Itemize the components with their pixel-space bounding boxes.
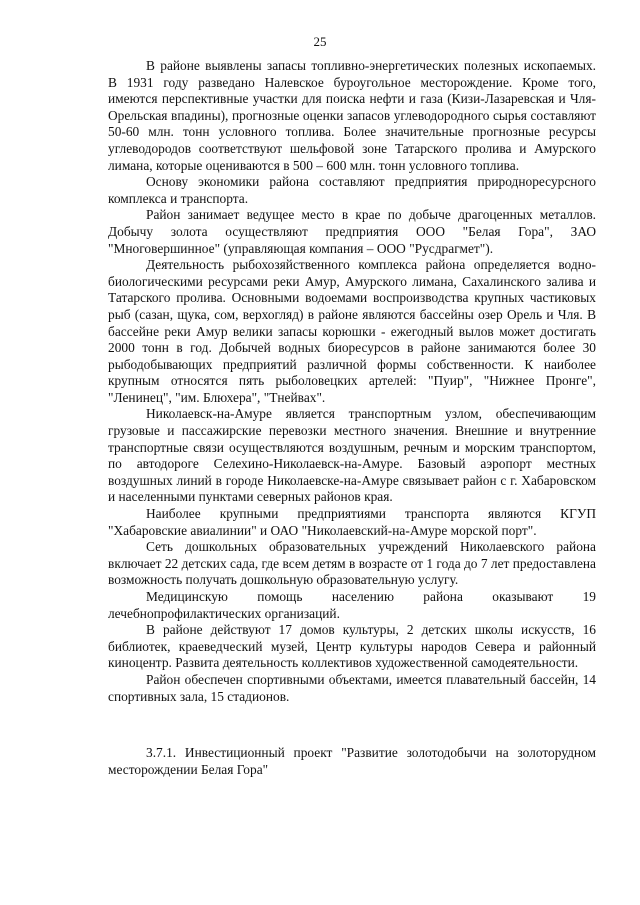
- section-heading: 3.7.1. Инвестиционный проект "Развитие золотодобычи на золоторудном месторождении Белая Гора": [108, 745, 596, 777]
- paragraph-economy-basis: Основу экономики района составляют предприятия природноресурсного комплекса и транспорта.: [108, 174, 596, 206]
- page-body: [108, 58, 596, 778]
- paragraph-preschool: Сеть дошкольных образовательных учреждений Николаевского района включает 22 детских сада, где всем детям в возрасте от 1 года до 7 лет предоставлена возможность получать дошкольную образовательную услугу.: [108, 539, 596, 588]
- page-number: 25: [313, 34, 327, 49]
- paragraph-energy-resources: В районе выявлены запасы топливно-энергетических полезных ископаемых. В 1931 году разведано Налевское буроугольное месторождение. Кроме того, имеются перспективные участки для поиска нефти и газа (Кизи-Лазаревская и Чля-Орельская впадины), прогнозные оценки запасов углеводородного сырья составляют 50-60 млн. тонн условного топлива. Более значительные прогнозные ресурсы углеводородов соответствуют шельфовой зоне Татарского пролива и Амурского лимана, которые оцениваются в 500 – 600 млн. тонн условного топлива.: [108, 58, 596, 173]
- paragraph-transport-hub: Николаевск-на-Амуре является транспортным узлом, обеспечивающим грузовые и пассажирские перевозки местного значения. Внешние и внутренние транспортные связи осуществляются воздушным, речным и морским транспортом, по автодороге Селехино-Николаевск-на-Амуре. Базовый аэропорт местных воздушных линий в городе Николаевске-на-Амуре связывает район с г. Хабаровском и населенными пунктами северных районов края.: [108, 406, 596, 505]
- paragraph-transport-enterprises: Наиболее крупными предприятиями транспорта являются КГУП "Хабаровские авиалинии" и ОАО "Николаевский-на-Амуре морской порт".: [108, 506, 596, 538]
- paragraph-culture: В районе действуют 17 домов культуры, 2 детских школы искусств, 16 библиотек, краеведческий музей, Центр культуры народов Севера и районный киноцентр. Развита деятельность коллективов художественной самодеятельности.: [108, 622, 596, 671]
- paragraph-fishery: Деятельность рыбохозяйственного комплекса района определяется водно-биологическими ресурсами реки Амур, Амурского лимана, Сахалинского залива и Татарского пролива. Основными водоемами воспроизводства крупных частиковых рыб (сазан, щука, сом, верхогляд) в районе являются бассейны озер Орель и Чля. В бассейне реки Амур велики запасы корюшки - ежегодный вылов может достигать 2000 тонн в год. Добычей водных биоресурсов в районе занимаются более 30 рыбодобывающих предприятий различной формы собственности. К наиболее крупным относятся пять рыболовецких артелей: "Пуир", "Нижнее Пронге", "Ленинец", "им. Блюхера", "Тнейвах".: [108, 257, 596, 405]
- paragraph-medical: Медицинскую помощь населению района оказывают 19 лечебнопрофилактических организаций.: [108, 589, 596, 621]
- paragraph-sports: Район обеспечен спортивными объектами, имеется плавательный бассейн, 14 спортивных зала, 15 стадионов.: [108, 671, 596, 704]
- paragraph-precious-metals: Район занимает ведущее место в крае по добыче драгоценных металлов. Добычу золота осуществляют предприятия ООО "Белая Гора", ЗАО "Многовершинное" (управляющая компания – ООО "Русдрагмет").: [108, 207, 596, 256]
